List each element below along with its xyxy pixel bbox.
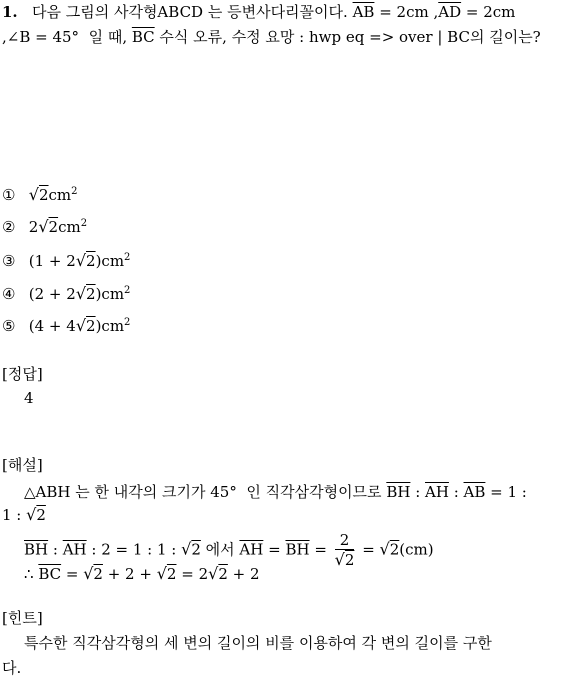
- choice-2[interactable]: ② $2√2cm^2$: [2, 217, 88, 236]
- fraction: $\frac{2}{√2}$: [334, 531, 355, 569]
- solution-line4: ∴ $\overline{BC} = √2 + 2 + √2 = 2√2 + 2$: [24, 564, 260, 583]
- question-number: 1.: [2, 3, 18, 21]
- question-stem-line2: ,∠B = 45° 일 때, $\overline{BC}$ 수식 오류, 수정 요망 : hwp eq => over | BC의 길이는?: [2, 28, 541, 46]
- choice-1[interactable]: ① $√2cm^2$: [2, 185, 78, 204]
- solution-line3: $\overline{BH}$ : $\overline{AH}$ : 2 = 1 : 1 : √2 에서 $\overline{AH} = \overline{BH}$ = $\frac{2}{√2}$ = √2(cm): [24, 531, 434, 569]
- solution-line1: △ABH 는 한 내각의 크기가 45° 인 직각삼각형이므로 $\overline{BH}$ : $\overline{AH}$ : $\overline{AB} = 1$ :: [24, 483, 527, 501]
- answer-heading: [정답]: [2, 365, 43, 383]
- choice-4[interactable]: ④ $(2 + 2√2)cm^2$: [2, 284, 131, 303]
- solution-heading: [해설]: [2, 456, 43, 474]
- question-stem-line1: 1. 다음 그림의 사각형ABCD 는 등변사다리꼴이다. $\overline{AB} = 2cm$ $,\overline{AD} = 2cm$: [2, 3, 516, 21]
- answer-value: 4: [24, 389, 34, 407]
- choice-3[interactable]: ③ $(1 + 2√2)cm^2$: [2, 251, 131, 270]
- choice-5[interactable]: ⑤ $(4 + 4√2)cm^2$: [2, 316, 131, 335]
- hint-line2: 다.: [2, 659, 22, 677]
- hint-line1: 특수한 직각삼각형의 세 변의 길이의 비를 이용하여 각 변의 길이를 구한: [24, 634, 492, 652]
- hint-heading: [힌트]: [2, 609, 43, 627]
- solution-line2: 1 : √2: [2, 505, 46, 524]
